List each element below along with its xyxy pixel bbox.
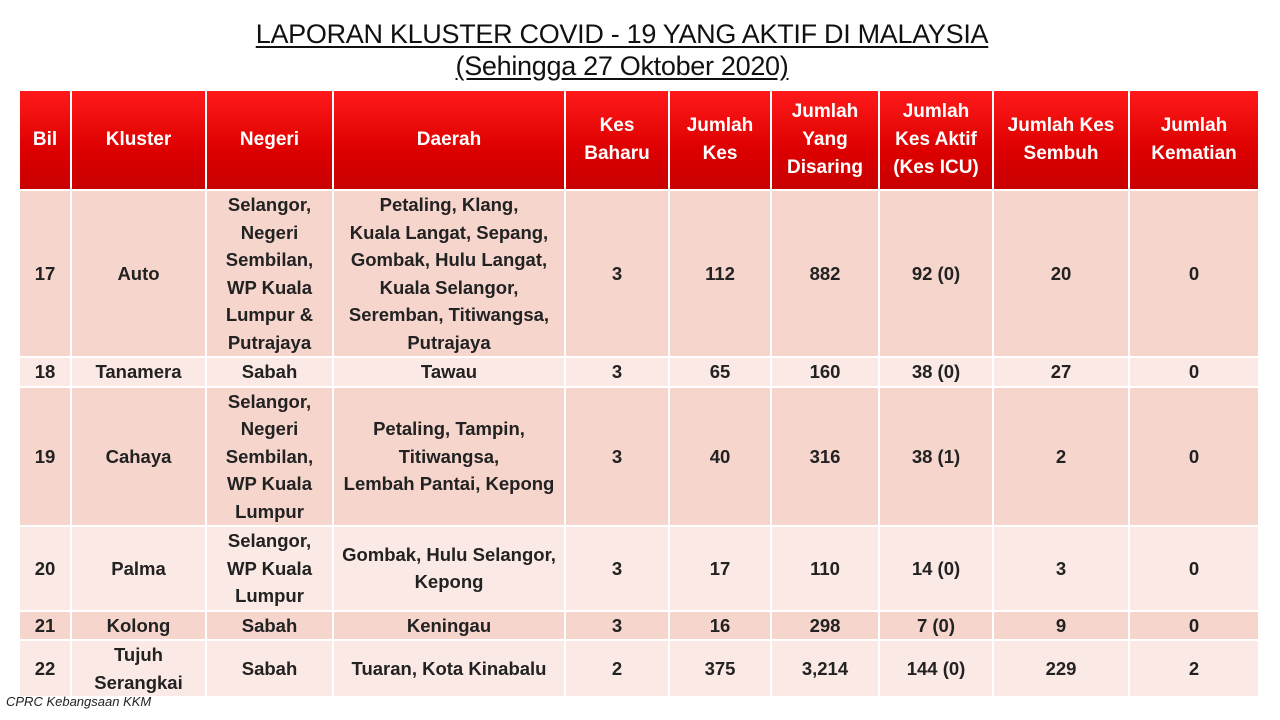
cell-jumlah-kes: 17 [669, 526, 771, 611]
cell-jumlah-disaring: 110 [771, 526, 879, 611]
cell-kes-aktif: 7 (0) [879, 611, 993, 641]
cell-daerah: Keningau [333, 611, 565, 641]
cell-kes-sembuh: 20 [993, 190, 1129, 357]
header-kematian: Jumlah Kematian [1129, 90, 1259, 190]
cell-kes-baharu: 3 [565, 357, 669, 387]
cell-jumlah-disaring: 882 [771, 190, 879, 357]
cell-bil: 22 [19, 640, 71, 697]
table-row [19, 190, 1259, 357]
cell-negeri: Selangor, Negeri Sembilan, WP Kuala Lumpur [206, 387, 333, 527]
title-block [0, 18, 1244, 82]
cell-kluster: Cahaya [71, 387, 206, 527]
cell-negeri: Sabah [206, 640, 333, 697]
cell-kes-sembuh: 9 [993, 611, 1129, 641]
header-kes-baharu: Kes Baharu [565, 90, 669, 190]
cell-kluster: Kolong [71, 611, 206, 641]
cell-kes-sembuh: 27 [993, 357, 1129, 387]
header-bil: Bil [19, 90, 71, 190]
cell-kes-baharu: 3 [565, 387, 669, 527]
cell-bil: 20 [19, 526, 71, 611]
cell-jumlah-kes: 65 [669, 357, 771, 387]
cell-jumlah-kes: 16 [669, 611, 771, 641]
cell-negeri: Sabah [206, 611, 333, 641]
cell-daerah: Tawau [333, 357, 565, 387]
table-row [19, 387, 1259, 527]
table-header-row [19, 90, 1259, 190]
cell-daerah: Gombak, Hulu Selangor, Kepong [333, 526, 565, 611]
table-row [19, 640, 1259, 697]
cell-kes-aktif: 38 (0) [879, 357, 993, 387]
header-kluster: Kluster [71, 90, 206, 190]
cell-jumlah-disaring: 298 [771, 611, 879, 641]
header-negeri: Negeri [206, 90, 333, 190]
report-title: LAPORAN KLUSTER COVID - 19 YANG AKTIF DI MALAYSIA [255, 19, 989, 49]
cell-bil: 19 [19, 387, 71, 527]
cell-daerah: Tuaran, Kota Kinabalu [333, 640, 565, 697]
header-kes-aktif: Jumlah Kes Aktif (Kes ICU) [879, 90, 993, 190]
header-jumlah-disaring: Jumlah Yang Disaring [771, 90, 879, 190]
cell-kes-sembuh: 2 [993, 387, 1129, 527]
cell-jumlah-disaring: 3,214 [771, 640, 879, 697]
cluster-table [18, 89, 1260, 698]
cell-jumlah-disaring: 160 [771, 357, 879, 387]
cell-negeri: Sabah [206, 357, 333, 387]
cell-jumlah-kes: 375 [669, 640, 771, 697]
report-date: (Sehingga 27 Oktober 2020) [455, 51, 789, 81]
cell-kluster: Auto [71, 190, 206, 357]
cell-kes-aktif: 144 (0) [879, 640, 993, 697]
cell-bil: 18 [19, 357, 71, 387]
cell-kematian: 0 [1129, 357, 1259, 387]
cell-kematian: 0 [1129, 387, 1259, 527]
cell-negeri: Selangor, WP Kuala Lumpur [206, 526, 333, 611]
cell-kluster: Tujuh Serangkai [71, 640, 206, 697]
table-row [19, 611, 1259, 641]
cell-kes-aktif: 14 (0) [879, 526, 993, 611]
cell-jumlah-kes: 40 [669, 387, 771, 527]
cell-kematian: 0 [1129, 190, 1259, 357]
cell-negeri: Selangor, Negeri Sembilan, WP Kuala Lumpur & Putrajaya [206, 190, 333, 357]
cell-kes-sembuh: 3 [993, 526, 1129, 611]
header-daerah: Daerah [333, 90, 565, 190]
cell-kluster: Tanamera [71, 357, 206, 387]
cell-daerah: Petaling, Klang, Kuala Langat, Sepang, Gombak, Hulu Langat, Kuala Selangor, Seremban, Titiwangsa, Putrajaya [333, 190, 565, 357]
cell-kes-baharu: 3 [565, 190, 669, 357]
cell-kes-aktif: 38 (1) [879, 387, 993, 527]
source-footer: CPRC Kebangsaan KKM [6, 694, 152, 709]
cell-kes-baharu: 2 [565, 640, 669, 697]
cell-kes-sembuh: 229 [993, 640, 1129, 697]
cell-kematian: 0 [1129, 526, 1259, 611]
header-kes-sembuh: Jumlah Kes Sembuh [993, 90, 1129, 190]
cell-jumlah-kes: 112 [669, 190, 771, 357]
cell-kes-baharu: 3 [565, 611, 669, 641]
cell-kes-baharu: 3 [565, 526, 669, 611]
table-row [19, 357, 1259, 387]
cell-kes-aktif: 92 (0) [879, 190, 993, 357]
table-row [19, 526, 1259, 611]
cell-bil: 21 [19, 611, 71, 641]
cell-kematian: 0 [1129, 611, 1259, 641]
cell-jumlah-disaring: 316 [771, 387, 879, 527]
cell-bil: 17 [19, 190, 71, 357]
cell-kluster: Palma [71, 526, 206, 611]
cell-daerah: Petaling, Tampin, Titiwangsa, Lembah Pantai, Kepong [333, 387, 565, 527]
cell-kematian: 2 [1129, 640, 1259, 697]
header-jumlah-kes: Jumlah Kes [669, 90, 771, 190]
